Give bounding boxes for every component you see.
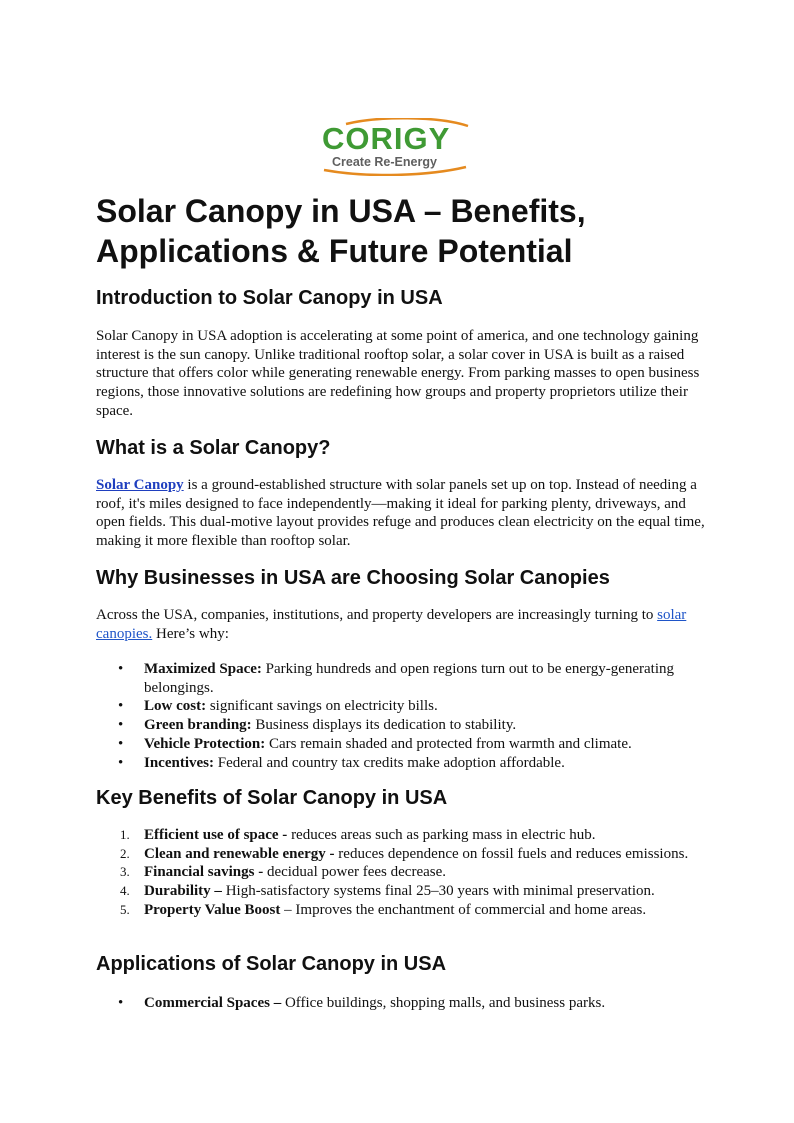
- why-text-after: Here’s why:: [152, 625, 229, 642]
- item-term: Financial savings -: [144, 864, 264, 881]
- item-text: Federal and country tax credits make adoption affordable.: [214, 754, 565, 771]
- item-number: 1.: [120, 827, 130, 842]
- item-term: Clean and renewable energy -: [144, 845, 335, 862]
- item-text: High-satisfactory systems final 25–30 years with minimal preservation.: [221, 883, 655, 900]
- corigy-logo-graphic: [318, 118, 478, 176]
- item-term: Green branding:: [144, 717, 252, 734]
- list-item: [96, 863, 706, 882]
- applications-heading: Applications of Solar Canopy in USA: [96, 953, 447, 975]
- list-item: [96, 845, 706, 864]
- item-text: Office buildings, shopping malls, and business parks.: [281, 995, 606, 1011]
- item-number: 5.: [120, 901, 130, 917]
- solar-canopy-link[interactable]: Solar Canopy: [96, 477, 184, 493]
- benefits-list: [96, 826, 706, 920]
- what-is-heading: What is a Solar Canopy?: [96, 437, 331, 459]
- logo-tagline: Create Re-Energy: [332, 155, 437, 169]
- item-text: – Improves the enchantment of commercial and home areas.: [280, 901, 647, 918]
- bullet-icon: •: [118, 995, 124, 1011]
- solar-canopies-link[interactable]: solar canopies.: [96, 607, 687, 642]
- item-text: reduces dependence on fossil fuels and reduces emissions.: [334, 845, 689, 862]
- list-item: [96, 901, 706, 920]
- bullet-icon: •: [118, 717, 124, 734]
- item-text: reduces areas such as parking mass in electric hub.: [287, 827, 596, 843]
- item-term: Maximized Space:: [144, 661, 262, 677]
- item-text: Cars remain shaded and protected from warmth and climate.: [265, 735, 632, 752]
- item-term: Durability –: [144, 883, 222, 900]
- corigy-logo: [318, 118, 478, 176]
- bullet-icon: •: [118, 735, 124, 752]
- benefits-heading: Key Benefits of Solar Canopy in USA: [96, 787, 448, 809]
- why-paragraph: [96, 606, 706, 643]
- intro-heading: Introduction to Solar Canopy in USA: [96, 287, 443, 309]
- what-is-paragraph: [96, 476, 706, 551]
- item-text: decidual power fees decrease.: [263, 864, 446, 881]
- bullet-icon: •: [118, 698, 124, 715]
- list-item: [96, 660, 706, 697]
- applications-list: [96, 994, 706, 1013]
- why-heading: Why Businesses in USA are Choosing Solar Canopies: [96, 567, 610, 589]
- item-text: significant savings on electricity bills.: [206, 698, 438, 715]
- logo-brand-text: CORIGY: [322, 121, 451, 156]
- what-is-text: is a ground-established structure with solar panels set up on top. Instead of needing a roof, it's miles designed to face independently—making it ideal for parking plenty, driveways, and open fields. This dual-motive layout provides refuge and produces clean electricity on the equal time, making it more flexible than rooftop solar.: [96, 477, 705, 550]
- list-item: [96, 994, 706, 1013]
- bullet-icon: •: [118, 661, 124, 677]
- item-term: Low cost:: [144, 698, 207, 715]
- item-term: Property Value Boost: [144, 901, 281, 918]
- page-title: Solar Canopy in USA – Benefits, Applications & Future Potential: [96, 193, 586, 269]
- item-number: 3.: [120, 864, 130, 880]
- item-text: Parking hundreds and open regions turn out to be energy-generating belongings.: [144, 661, 675, 696]
- item-term: Commercial Spaces –: [144, 995, 282, 1011]
- list-item: [96, 826, 706, 845]
- item-term: Incentives:: [144, 754, 214, 771]
- item-term: Vehicle Protection:: [144, 735, 266, 752]
- bullet-icon: •: [118, 754, 124, 771]
- list-item: [96, 735, 706, 754]
- list-item: [96, 754, 706, 773]
- list-item: [96, 882, 706, 901]
- item-text: Business displays its dedication to stability.: [251, 717, 517, 734]
- list-item: [96, 697, 706, 716]
- why-text-before: Across the USA, companies, institutions, and property developers are increasingly turning to: [96, 607, 658, 623]
- item-number: 2.: [120, 845, 130, 861]
- item-term: Efficient use of space -: [144, 827, 288, 843]
- item-number: 4.: [120, 883, 130, 899]
- intro-paragraph: Solar Canopy in USA adoption is accelerating at some point of america, and one technology gaining interest is the sun canopy. Unlike traditional rooftop solar, a solar cover in USA is built as a raised structure that offers color while generating renewable energy. From parking masses to open business regions, those innovative solutions are redefining how groups and property proprietors utilize their space.: [96, 328, 700, 419]
- why-list: [96, 660, 706, 772]
- list-item: [96, 716, 706, 735]
